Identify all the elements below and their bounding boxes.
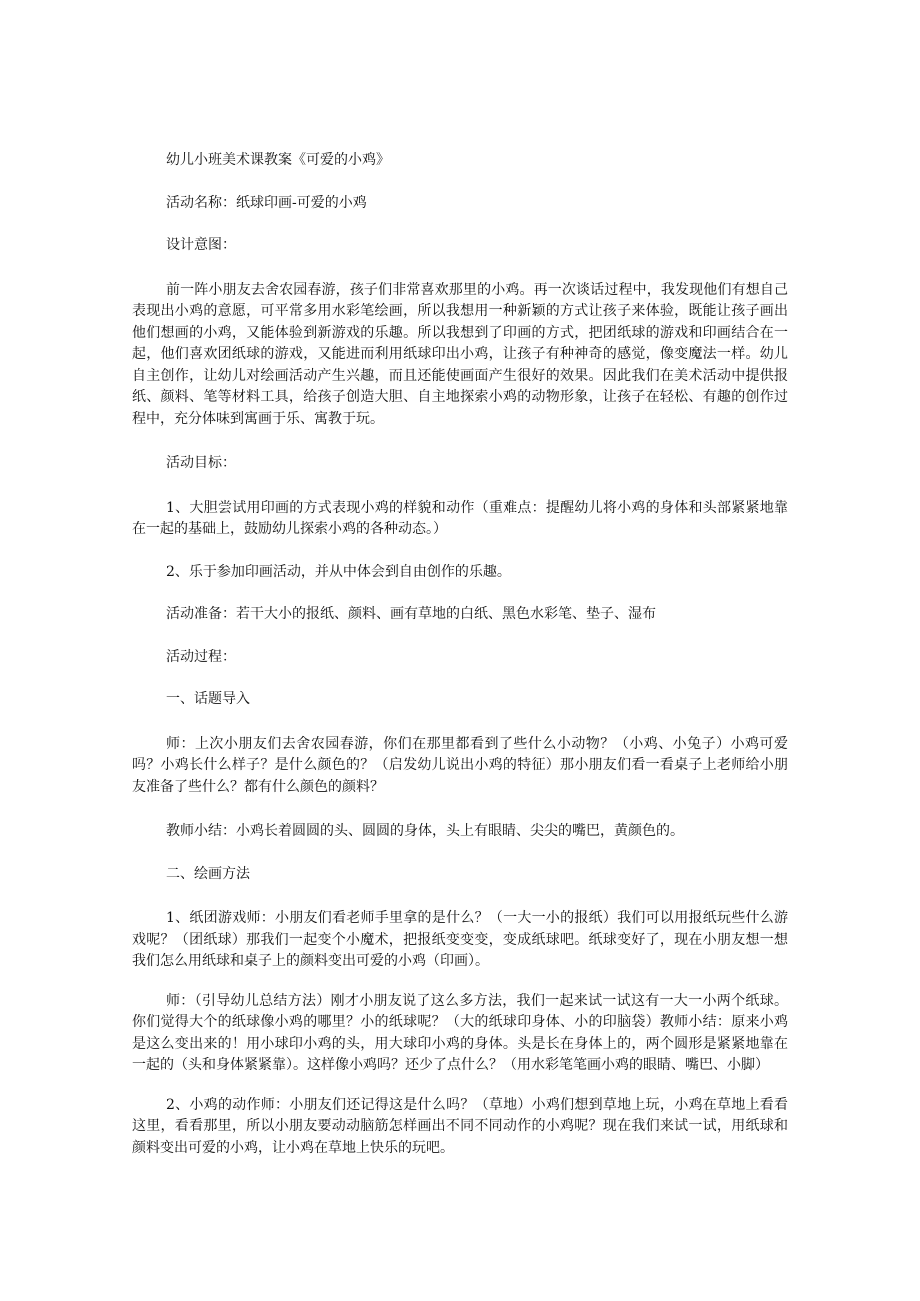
document-page <box>132 150 788 1159</box>
goals-heading: 活动目标： <box>166 455 236 471</box>
section-2-step-1-paragraph: 1、纸团游戏师：小朋友们看老师手里拿的是什么？（一大一小的报纸）我们可以用报纸玩些什么游戏呢？（团纸球）那我们一起变个小魔术，把报纸变变变，变成纸球吧。纸球变好了，现在小朋友想一想我们怎么用纸球和桌子上的颜料变出可爱的小鸡（印画）。 <box>132 910 788 969</box>
section-2-heading: 二、绘画方法 <box>166 865 250 882</box>
preparation-paragraph: 活动准备：若干大小的报纸、颜料、画有草地的白纸、黑色水彩笔、垫子、湿布 <box>166 606 656 622</box>
section-1-heading: 一、话题导入 <box>166 691 250 707</box>
section-1-teacher-paragraph: 师：上次小朋友们去舍农园春游，你们在那里都看到了些什么小动物？（小鸡、小兔子）小鸡可爱吗？小鸡长什么样子？是什么颜色的？（启发幼儿说出小鸡的特征）那小朋友们看一看桌子上老师给小朋友准备了些什么？都有什么颜色的颜料？ <box>132 735 788 795</box>
section-2-step-2-paragraph: 2、小鸡的动作师：小朋友们还记得这是什么吗？（草地）小鸡们想到草地上玩，小鸡在草地上看看这里，看看那里，所以小朋友要动动脑筋怎样画出不同不同动作的小鸡呢？现在我们来试一试，用纸球和颜料变出可爱的小鸡，让小鸡在草地上快乐的玩吧。 <box>132 1096 788 1156</box>
document-title: 幼儿小班美术课教案《可爱的小鸡》 <box>166 152 390 168</box>
activity-name: 活动名称：纸球印画-可爱的小鸡 <box>166 194 367 211</box>
design-intent-paragraph: 前一阵小朋友去舍农园春游，孩子们非常喜欢那里的小鸡。再一次谈话过程中，我发现他们有想自己表现出小鸡的意愿，可平常多用水彩笔绘画，所以我想用一种新颖的方式让孩子来体验，既能让孩子画出他们想画的小鸡，又能体验到新游戏的乐趣。所以我想到了印画的方式，把团纸球的游戏和印画结合在一起，他们喜欢团纸球的游戏，又能进而利用纸球印出小鸡，让孩子有种神奇的感觉，像变魔法一样。幼儿自主创作，让幼儿对绘画活动产生兴趣，而且还能使画面产生很好的效果。因此我们在美术活动中提供报纸、颜料、笔等材料工具，给孩子创造大胆、自主地探索小鸡的动物形象，让孩子在轻松、有趣的创作过程中，充分体味到寓画于乐、寓教于玩。 <box>132 281 788 427</box>
process-heading: 活动过程： <box>166 648 236 665</box>
design-intent-heading: 设计意图： <box>166 237 236 253</box>
goal-1-paragraph: 1、大胆尝试用印画的方式表现小鸡的样貌和动作（重难点：提醒幼儿将小鸡的身体和头部紧紧地靠在一起的基础上，鼓励幼儿探索小鸡的各种动态。） <box>132 499 788 537</box>
section-2-teacher-paragraph: 师：（引导幼儿总结方法）刚才小朋友说了这么多方法，我们一起来试一试这有一大一小两个纸球。你们觉得大个的纸球像小鸡的哪里？小的纸球呢？（大的纸球印身体、小的印脑袋）教师小结：原来小鸡是这么变出来的！用小球印小鸡的头，用大球印小鸡的身体。头是长在身体上的，两个圆形是紧紧地靠在一起的（头和身体紧紧靠）。这样像小鸡吗？还少了点什么？（用水彩笔笔画小鸡的眼睛、嘴巴、小脚） <box>132 992 788 1073</box>
goal-2-paragraph: 2、乐于参加印画活动，并从中体会到自由创作的乐趣。 <box>166 563 511 580</box>
section-1-summary-paragraph: 教师小结：小鸡长着圆圆的头、圆圆的身体，头上有眼睛、尖尖的嘴巴，黄颜色的。 <box>166 823 684 839</box>
